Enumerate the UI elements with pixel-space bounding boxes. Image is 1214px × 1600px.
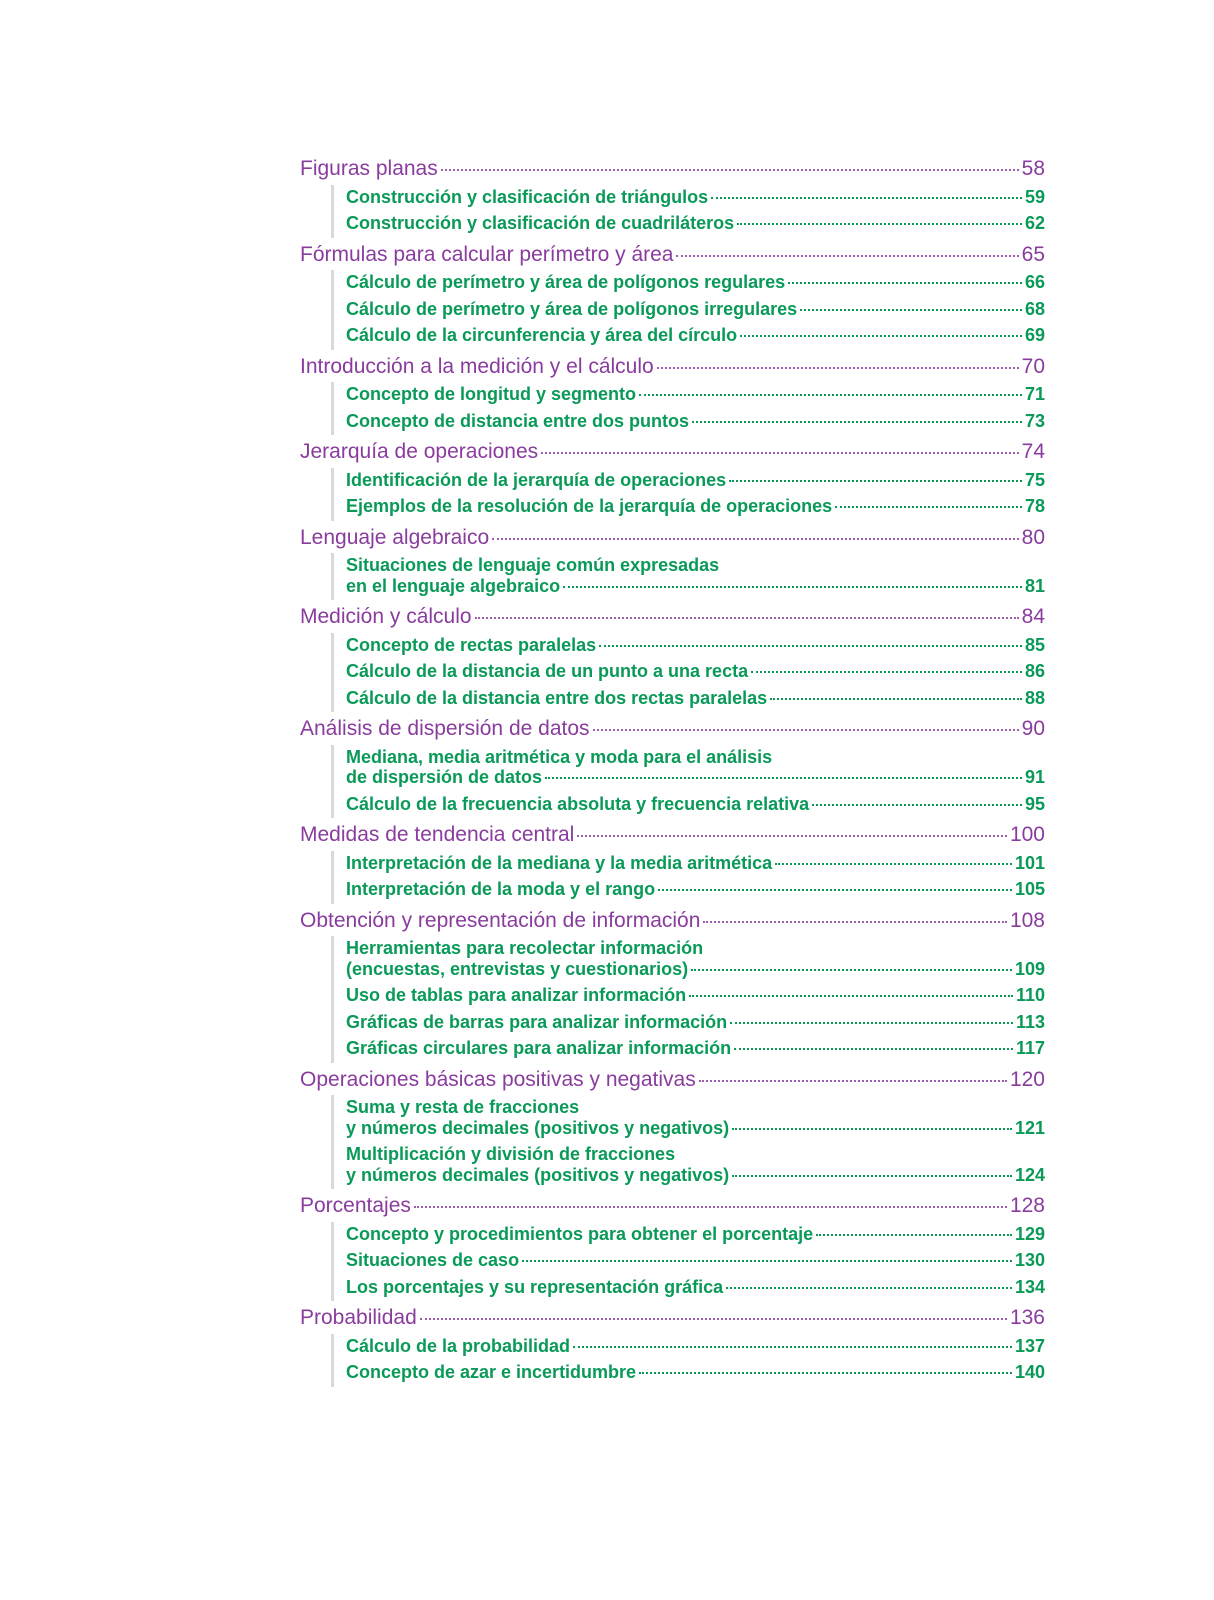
section-page-number: 136 (1009, 1305, 1045, 1329)
dot-leader (676, 255, 1018, 257)
toc-subsection[interactable] (346, 382, 1045, 408)
toc-section-heading[interactable] (300, 1304, 1045, 1334)
subsection-title: Cálculo de la circunferencia y área del círculo (346, 325, 738, 346)
toc-subsection[interactable] (346, 468, 1045, 494)
toc-section (300, 438, 1045, 521)
subsection-list (331, 185, 1045, 238)
subsection-page-number: 91 (1024, 767, 1045, 788)
toc-subsection[interactable] (346, 1010, 1045, 1036)
subsection-page-number: 66 (1024, 272, 1045, 293)
toc-subsection[interactable] (346, 1334, 1045, 1360)
dot-leader (691, 969, 1012, 971)
toc-subsection[interactable] (346, 1222, 1045, 1248)
section-title: Obtención y representación de información (300, 908, 701, 932)
section-page-number: 128 (1009, 1193, 1045, 1217)
dot-leader (726, 1287, 1012, 1289)
dot-leader (541, 452, 1018, 454)
dot-leader (800, 309, 1022, 311)
subsection-title: Uso de tablas para analizar información (346, 985, 687, 1006)
toc-section-heading[interactable] (300, 603, 1045, 633)
toc-section (300, 155, 1045, 238)
subsection-title: Concepto de longitud y segmento (346, 384, 637, 405)
dot-leader (639, 1372, 1012, 1374)
dot-leader (414, 1206, 1007, 1208)
toc-subsection[interactable] (346, 686, 1045, 712)
toc-section (300, 907, 1045, 1063)
dot-leader (475, 617, 1019, 619)
subsection-page-number: 134 (1014, 1276, 1045, 1297)
subsection-title: Interpretación de la mediana y la media aritmética (346, 852, 773, 873)
toc-section-heading[interactable] (300, 907, 1045, 937)
toc-subsection[interactable] (346, 1095, 1045, 1142)
subsection-title-line: Mediana, media aritmética y moda para el análisis (346, 746, 773, 767)
toc-subsection[interactable] (346, 553, 1045, 600)
subsection-title: Cálculo de la frecuencia absoluta y frecuencia relativa (346, 793, 810, 814)
dot-leader (751, 671, 1022, 673)
subsection-page-number: 105 (1014, 879, 1045, 900)
toc-section (300, 1304, 1045, 1387)
toc-section-heading[interactable] (300, 241, 1045, 271)
dot-leader (734, 1048, 1013, 1050)
subsection-page-number: 69 (1024, 325, 1045, 346)
toc-subsection[interactable] (346, 1142, 1045, 1189)
toc-subsection[interactable] (346, 745, 1045, 792)
dot-leader (729, 480, 1022, 482)
section-page-number: 65 (1021, 242, 1045, 266)
subsection-page-number: 113 (1015, 1011, 1045, 1032)
subsection-list (331, 745, 1045, 818)
dot-leader (420, 1318, 1007, 1320)
section-title: Lenguaje algebraico (300, 525, 490, 549)
toc-section (300, 715, 1045, 818)
subsection-title: Ejemplos de la resolución de la jerarquía de operaciones (346, 496, 833, 517)
table-of-contents (300, 155, 1045, 1390)
toc-section-heading[interactable] (300, 1066, 1045, 1096)
subsection-title: Cálculo de la distancia de un punto a una recta (346, 661, 749, 682)
subsection-list (331, 1095, 1045, 1189)
dot-leader (737, 223, 1022, 225)
subsection-title: Cálculo de la distancia entre dos rectas paralelas (346, 687, 768, 708)
subsection-title-line: Situaciones de lenguaje común expresadas (346, 555, 720, 576)
dot-leader (599, 645, 1022, 647)
toc-subsection[interactable] (346, 1275, 1045, 1301)
subsection-list (331, 553, 1045, 600)
subsection-page-number: 110 (1015, 985, 1045, 1006)
section-page-number: 74 (1021, 440, 1045, 464)
section-title: Porcentajes (300, 1193, 411, 1217)
subsection-list (331, 270, 1045, 349)
toc-subsection[interactable] (346, 1036, 1045, 1062)
subsection-title: y números decimales (positivos y negativos) (346, 1164, 730, 1185)
dot-leader (775, 863, 1012, 865)
toc-section-heading[interactable] (300, 821, 1045, 851)
subsection-title: Cálculo de perímetro y área de polígonos irregulares (346, 298, 798, 319)
subsection-list (331, 382, 1045, 435)
subsection-page-number: 81 (1024, 575, 1045, 596)
toc-subsection[interactable] (346, 936, 1045, 983)
subsection-title: Los porcentajes y su representación gráfica (346, 1276, 724, 1297)
dot-leader (657, 367, 1019, 369)
section-title: Operaciones básicas positivas y negativas (300, 1067, 696, 1091)
subsection-page-number: 137 (1014, 1335, 1045, 1356)
dot-leader (563, 586, 1022, 588)
subsection-title-line: Multiplicación y división de fracciones (346, 1144, 676, 1165)
subsection-page-number: 88 (1024, 687, 1045, 708)
subsection-list (331, 633, 1045, 712)
dot-leader (573, 1346, 1012, 1348)
subsection-page-number: 78 (1024, 496, 1045, 517)
toc-subsection[interactable] (346, 297, 1045, 323)
dot-leader (692, 421, 1022, 423)
dot-leader (593, 729, 1019, 731)
subsection-title: y números decimales (positivos y negativos) (346, 1117, 730, 1138)
dot-leader (788, 282, 1022, 284)
dot-leader (522, 1260, 1012, 1262)
toc-section (300, 603, 1045, 712)
subsection-title: Cálculo de la probabilidad (346, 1335, 571, 1356)
section-page-number: 120 (1009, 1067, 1045, 1091)
toc-section (300, 353, 1045, 436)
dot-leader (699, 1080, 1007, 1082)
subsection-page-number: 129 (1014, 1223, 1045, 1244)
dot-leader (639, 394, 1022, 396)
dot-leader (835, 506, 1022, 508)
subsection-page-number: 121 (1014, 1117, 1045, 1138)
dot-leader (770, 698, 1022, 700)
section-page-number: 108 (1009, 908, 1045, 932)
section-page-number: 90 (1021, 717, 1045, 741)
toc-section (300, 1066, 1045, 1189)
subsection-page-number: 62 (1024, 213, 1045, 234)
subsection-page-number: 101 (1014, 852, 1045, 873)
subsection-page-number: 73 (1024, 410, 1045, 431)
subsection-title-line: Herramientas para recolectar información (346, 938, 704, 959)
dot-leader (689, 995, 1013, 997)
toc-section (300, 821, 1045, 904)
subsection-title: Cálculo de perímetro y área de polígonos regulares (346, 272, 786, 293)
subsection-title: Gráficas circulares para analizar información (346, 1038, 732, 1059)
toc-subsection[interactable] (346, 851, 1045, 877)
subsection-list (331, 1222, 1045, 1301)
toc-subsection[interactable] (346, 633, 1045, 659)
toc-subsection[interactable] (346, 211, 1045, 237)
subsection-page-number: 68 (1024, 298, 1045, 319)
dot-leader (703, 921, 1007, 923)
subsection-title: Identificación de la jerarquía de operaciones (346, 469, 727, 490)
section-title: Jerarquía de operaciones (300, 440, 539, 464)
subsection-page-number: 140 (1014, 1362, 1045, 1383)
toc-subsection[interactable] (346, 323, 1045, 349)
section-page-number: 84 (1021, 605, 1045, 629)
toc-section-heading[interactable] (300, 438, 1045, 468)
section-title: Figuras planas (300, 157, 438, 180)
subsection-page-number: 95 (1024, 793, 1045, 814)
dot-leader (740, 335, 1022, 337)
subsection-title: en el lenguaje algebraico (346, 575, 561, 596)
toc-subsection[interactable] (346, 877, 1045, 903)
subsection-title: Concepto y procedimientos para obtener el porcentaje (346, 1223, 814, 1244)
subsection-title: Construcción y clasificación de cuadriláteros (346, 213, 735, 234)
subsection-list (331, 468, 1045, 521)
section-page-number: 58 (1021, 157, 1045, 180)
subsection-title: Concepto de azar e incertidumbre (346, 1362, 637, 1383)
section-page-number: 100 (1009, 823, 1045, 847)
subsection-title: Construcción y clasificación de triángulos (346, 186, 709, 207)
subsection-list (331, 851, 1045, 904)
section-page-number: 70 (1021, 354, 1045, 378)
dot-leader (812, 804, 1022, 806)
subsection-title: Interpretación de la moda y el rango (346, 879, 656, 900)
toc-subsection[interactable] (346, 409, 1045, 435)
subsection-page-number: 117 (1015, 1038, 1045, 1059)
toc-subsection[interactable] (346, 185, 1045, 211)
subsection-page-number: 130 (1014, 1250, 1045, 1271)
toc-subsection[interactable] (346, 494, 1045, 520)
section-title: Medidas de tendencia central (300, 823, 575, 847)
dot-leader (492, 538, 1018, 540)
dot-leader (732, 1175, 1012, 1177)
dot-leader (816, 1234, 1012, 1236)
toc-subsection[interactable] (346, 792, 1045, 818)
toc-subsection[interactable] (346, 1248, 1045, 1274)
subsection-list (331, 1334, 1045, 1387)
dot-leader (730, 1022, 1013, 1024)
subsection-page-number: 86 (1024, 661, 1045, 682)
section-title: Análisis de dispersión de datos (300, 717, 590, 741)
subsection-page-number: 71 (1024, 384, 1045, 405)
dot-leader (658, 889, 1012, 891)
subsection-title: Situaciones de caso (346, 1250, 520, 1271)
section-title: Introducción a la medición y el cálculo (300, 354, 654, 378)
toc-section (300, 1192, 1045, 1301)
dot-leader (545, 777, 1022, 779)
toc-section-heading[interactable] (300, 353, 1045, 383)
toc-section-heading[interactable] (300, 1192, 1045, 1222)
subsection-page-number: 85 (1024, 634, 1045, 655)
subsection-page-number: 59 (1024, 186, 1045, 207)
subsection-page-number: 124 (1014, 1164, 1045, 1185)
section-page-number: 80 (1021, 525, 1045, 549)
subsection-title-line: Suma y resta de fracciones (346, 1097, 580, 1118)
subsection-page-number: 109 (1014, 958, 1045, 979)
subsection-page-number: 75 (1024, 469, 1045, 490)
toc-subsection[interactable] (346, 983, 1045, 1009)
dot-leader (732, 1128, 1012, 1130)
section-title: Probabilidad (300, 1305, 417, 1329)
subsection-title: de dispersión de datos (346, 767, 543, 788)
subsection-title: Concepto de rectas paralelas (346, 634, 597, 655)
dot-leader (441, 169, 1019, 171)
subsection-list (331, 936, 1045, 1062)
toc-section-heading[interactable] (300, 155, 1045, 185)
toc-subsection[interactable] (346, 1360, 1045, 1386)
dot-leader (711, 197, 1022, 199)
toc-subsection[interactable] (346, 659, 1045, 685)
dot-leader (577, 835, 1007, 837)
subsection-title: (encuestas, entrevistas y cuestionarios) (346, 958, 689, 979)
toc-subsection[interactable] (346, 270, 1045, 296)
subsection-title: Gráficas de barras para analizar información (346, 1011, 728, 1032)
toc-section-heading[interactable] (300, 715, 1045, 745)
toc-section (300, 524, 1045, 601)
subsection-title: Concepto de distancia entre dos puntos (346, 410, 690, 431)
section-title: Fórmulas para calcular perímetro y área (300, 242, 674, 266)
toc-section-heading[interactable] (300, 524, 1045, 554)
section-title: Medición y cálculo (300, 605, 472, 629)
toc-section (300, 241, 1045, 350)
